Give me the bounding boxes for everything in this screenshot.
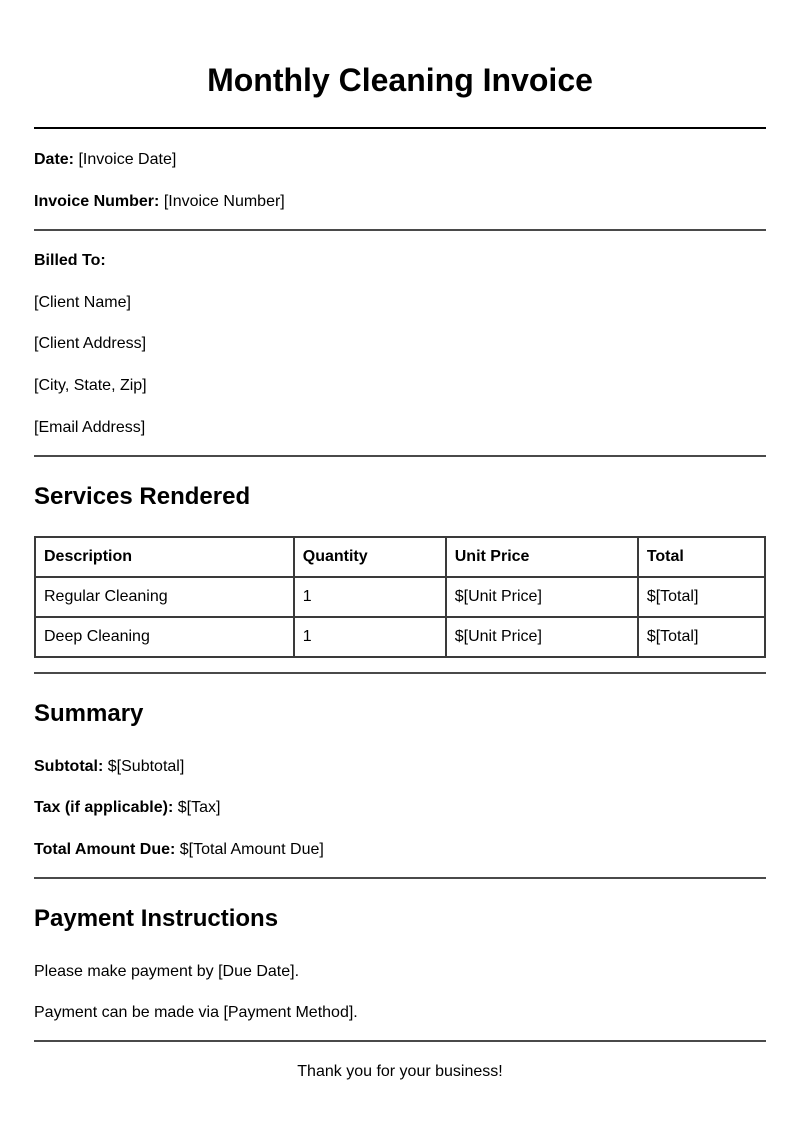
client-name: [Client Name] bbox=[34, 294, 131, 311]
cell-unit-price: $[Unit Price] bbox=[446, 617, 638, 657]
subtotal bbox=[34, 757, 184, 777]
client-address: [Client Address] bbox=[34, 335, 147, 352]
column-header-total: Total bbox=[638, 537, 765, 577]
cell-description: Regular Cleaning bbox=[35, 577, 294, 617]
subtotal-label: Subtotal: bbox=[34, 758, 104, 775]
cell-total: $[Total] bbox=[638, 617, 765, 657]
summary-heading: Summary bbox=[34, 700, 144, 727]
invoice-number-value: [Invoice Number] bbox=[163, 193, 285, 210]
invoice-date-label: Date: bbox=[34, 151, 75, 168]
subtotal-value: $[Subtotal] bbox=[107, 758, 185, 775]
billed-to-label-text: Billed To: bbox=[34, 252, 106, 269]
services-heading: Services Rendered bbox=[34, 483, 251, 510]
table-header-row bbox=[35, 537, 765, 577]
table-row bbox=[35, 617, 765, 657]
tax-label: Tax (if applicable): bbox=[34, 799, 174, 816]
client-email: [Email Address] bbox=[34, 419, 146, 436]
total-amount-due-value: $[Total Amount Due] bbox=[179, 841, 324, 858]
billed-to-label bbox=[34, 251, 106, 271]
invoice-date-value: [Invoice Date] bbox=[78, 151, 177, 168]
divider bbox=[34, 455, 766, 457]
cell-quantity: 1 bbox=[294, 577, 446, 617]
total-amount-due bbox=[34, 840, 324, 860]
divider bbox=[34, 877, 766, 879]
payment-method-line: Payment can be made via [Payment Method]. bbox=[34, 1004, 358, 1021]
cell-description: Deep Cleaning bbox=[35, 617, 294, 657]
column-header-quantity: Quantity bbox=[294, 537, 446, 577]
client-city-state-zip: [City, State, Zip] bbox=[34, 377, 147, 394]
divider bbox=[34, 229, 766, 231]
divider bbox=[34, 127, 766, 129]
services-table bbox=[34, 536, 766, 658]
payment-due-line: Please make payment by [Due Date]. bbox=[34, 963, 300, 980]
tax bbox=[34, 798, 220, 818]
total-amount-due-label: Total Amount Due: bbox=[34, 841, 176, 858]
divider bbox=[34, 672, 766, 674]
cell-quantity: 1 bbox=[294, 617, 446, 657]
page-title: Monthly Cleaning Invoice bbox=[207, 62, 593, 98]
cell-total: $[Total] bbox=[638, 577, 765, 617]
column-header-unit-price: Unit Price bbox=[446, 537, 638, 577]
invoice-date bbox=[34, 150, 176, 170]
table-row bbox=[35, 577, 765, 617]
divider bbox=[34, 1040, 766, 1042]
invoice-number bbox=[34, 192, 285, 212]
tax-value: $[Tax] bbox=[177, 799, 221, 816]
invoice-number-label: Invoice Number: bbox=[34, 193, 160, 210]
column-header-description: Description bbox=[35, 537, 294, 577]
payment-heading: Payment Instructions bbox=[34, 905, 279, 932]
thank-you-note: Thank you for your business! bbox=[297, 1063, 503, 1080]
cell-unit-price: $[Unit Price] bbox=[446, 577, 638, 617]
